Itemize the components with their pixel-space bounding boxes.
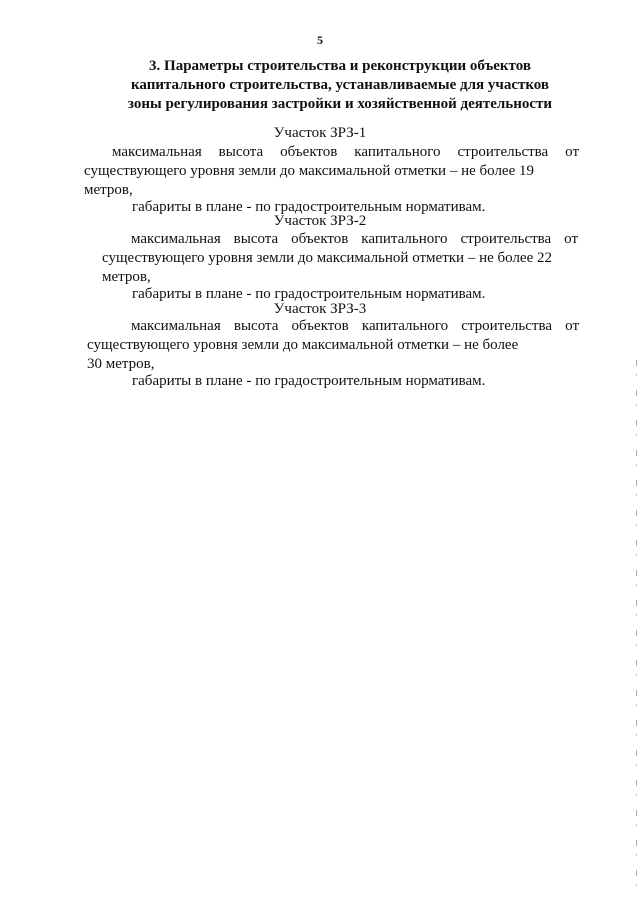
paragraph-line: максимальная высота объектов капитального строительства от <box>131 231 578 247</box>
section-title-zrz-1: Участок ЗРЗ-1 <box>273 125 367 141</box>
paragraph-line: максимальная высота объектов капитального строительства от <box>131 318 579 334</box>
section-title-zrz-2: Участок ЗРЗ-2 <box>273 213 367 229</box>
section-heading <box>120 57 560 114</box>
heading-line-3: зоны регулирования застройки и хозяйственной деятельности <box>127 96 553 112</box>
height-paragraph-zrz-1-cont <box>84 162 580 200</box>
height-paragraph-zrz-2-cont <box>102 249 582 287</box>
height-paragraph-zrz-3-cont <box>87 336 582 374</box>
heading-line-2: капитального строительства, устанавливаемые для участков <box>130 77 550 93</box>
paragraph-line: существующего уровня земли до максимальной отметки – не более 19 <box>84 163 534 179</box>
dimensions-zrz-1: габариты в плане - по градостроительным нормативам. <box>132 199 486 215</box>
page-number: 5 <box>317 33 323 47</box>
paragraph-line: максимальная высота объектов капитального строительства от <box>112 144 579 160</box>
paragraph-line: существующего уровня земли до максимальной отметки – не более <box>87 337 519 353</box>
scan-edge-artifact <box>636 360 637 900</box>
heading-line-1: 3. Параметры строительства и реконструкции объектов <box>149 58 531 74</box>
paragraph-line: метров, <box>102 269 151 285</box>
dimensions-zrz-2: габариты в плане - по градостроительным нормативам. <box>132 286 486 302</box>
paragraph-line: 30 метров, <box>87 356 155 372</box>
dimensions-zrz-3: габариты в плане - по градостроительным нормативам. <box>132 373 486 389</box>
paragraph-line: метров, <box>84 182 133 198</box>
paragraph-line: существующего уровня земли до максимальной отметки – не более 22 <box>102 250 552 266</box>
height-paragraph-zrz-1 <box>112 143 579 162</box>
section-title-zrz-3: Участок ЗРЗ-3 <box>273 301 367 317</box>
height-paragraph-zrz-2 <box>131 230 578 249</box>
height-paragraph-zrz-3 <box>131 317 579 336</box>
